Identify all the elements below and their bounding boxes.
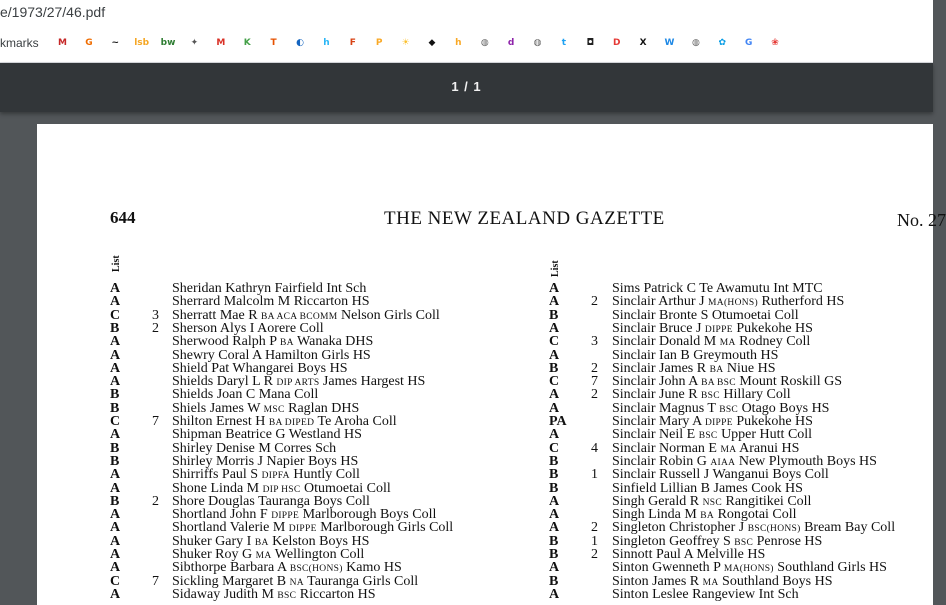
d-icon[interactable]: d bbox=[507, 37, 515, 48]
list-code: C bbox=[549, 374, 560, 390]
issue-number: No. 27 bbox=[897, 210, 946, 230]
list-code: A bbox=[110, 360, 121, 376]
qualification: BSC(HONS) bbox=[289, 564, 343, 575]
teacher-name: Shone Linda M bbox=[172, 480, 260, 496]
teacher-name: Sinclair Arthur J bbox=[612, 294, 705, 310]
grade-number: 2 bbox=[591, 520, 598, 536]
h-icon[interactable]: h bbox=[323, 37, 330, 48]
list-code: A bbox=[549, 387, 560, 403]
qualification: MA(HONS) bbox=[708, 298, 758, 309]
teacher-name: Shilton Ernest H bbox=[172, 414, 266, 429]
diamond-icon[interactable]: ◆ bbox=[428, 37, 436, 48]
globe3-icon[interactable]: ◍ bbox=[691, 37, 700, 48]
tiger-icon[interactable]: T bbox=[270, 37, 277, 48]
grade-number: 3 bbox=[152, 307, 159, 323]
teacher-entry bbox=[172, 322, 324, 335]
qualification: BSC bbox=[277, 590, 297, 601]
twitter-icon[interactable]: t bbox=[561, 37, 567, 48]
moon-icon[interactable]: ◐ bbox=[296, 37, 304, 48]
gmail-icon[interactable]: M bbox=[216, 37, 226, 48]
teacher-name: Singleton Christopher J bbox=[612, 520, 745, 536]
school-name: Rongotai Coll bbox=[717, 507, 797, 523]
qualification: NSC bbox=[702, 497, 722, 508]
list-code: A bbox=[549, 560, 560, 576]
list-code: B bbox=[110, 453, 120, 469]
list-code: A bbox=[549, 320, 560, 336]
teacher-name: Shuker Roy G bbox=[172, 547, 253, 562]
list-column-header-right: List bbox=[550, 260, 561, 277]
teacher-entry bbox=[172, 388, 318, 401]
teacher-name: Shipman Beatrice G Westland HS bbox=[172, 427, 362, 443]
pdf-page bbox=[37, 124, 946, 605]
teacher-name: Sinclair John A bbox=[612, 374, 698, 390]
pdf-toolbar bbox=[0, 63, 933, 112]
qualification: BA bbox=[279, 338, 294, 349]
bookmark-icons bbox=[54, 34, 793, 54]
teacher-name: Sinclair Magnus T bbox=[612, 400, 716, 416]
list-code: A bbox=[549, 427, 560, 443]
teacher-name: Shield Pat Whangarei Boys HS bbox=[172, 360, 348, 376]
wordpress-icon[interactable]: W bbox=[664, 37, 675, 48]
list-code: A bbox=[110, 480, 121, 496]
teacher-name: Sherwood Ralph P bbox=[172, 334, 277, 350]
qualification: BSC bbox=[698, 431, 718, 442]
teacher-name: Sinnott Paul A Melville HS bbox=[612, 547, 766, 562]
school-name: Riccarton HS bbox=[299, 586, 376, 602]
school-name: Southland Boys HS bbox=[722, 573, 833, 589]
list-code: B bbox=[549, 307, 559, 323]
list-code: A bbox=[549, 507, 560, 523]
list-code: A bbox=[549, 294, 560, 310]
list-code: C bbox=[110, 414, 121, 429]
list-code: A bbox=[110, 586, 121, 602]
teacher-name: Sinclair June R bbox=[612, 387, 698, 403]
list-code: B bbox=[110, 400, 120, 416]
teacher-name: Sinclair Ian B Greymouth HS bbox=[612, 347, 779, 363]
bird-icon[interactable]: ~ bbox=[111, 37, 120, 48]
list-code: C bbox=[110, 573, 121, 589]
qualification: BA bbox=[254, 537, 269, 548]
teacher-name: Sinton Gwenneth P bbox=[612, 560, 721, 576]
list-code: A bbox=[549, 347, 560, 363]
g-circle-icon[interactable]: G bbox=[85, 37, 93, 48]
teacher-name: Singh Linda M bbox=[612, 507, 697, 523]
grade-number: 4 bbox=[591, 440, 598, 456]
globe-icon[interactable]: ◍ bbox=[480, 37, 489, 48]
teacher-name: Sherratt Mae R bbox=[172, 307, 258, 323]
list-column-header-left: List bbox=[111, 255, 122, 272]
qualification: BSC bbox=[734, 537, 754, 548]
school-name: Marlborough Boys Coll bbox=[302, 507, 437, 523]
list-code: A bbox=[110, 294, 121, 310]
flower-icon[interactable]: ✿ bbox=[718, 37, 727, 48]
qualification: DIP ARTS bbox=[276, 378, 320, 389]
school-name: Bream Bay Coll bbox=[804, 520, 896, 536]
list-code: A bbox=[110, 374, 121, 390]
bus-icon[interactable]: bw bbox=[160, 37, 176, 48]
qualification: DIPPE bbox=[704, 418, 733, 428]
list-code: A bbox=[549, 281, 560, 296]
school-name: Upper Hutt Coll bbox=[721, 427, 813, 443]
school-name: Mount Roskill GS bbox=[739, 374, 843, 390]
teacher-name: Shortland John F bbox=[172, 507, 268, 523]
page-number: 644 bbox=[110, 208, 136, 227]
teacher-name: Sidaway Judith M bbox=[172, 586, 274, 602]
grade-number: 2 bbox=[152, 493, 159, 509]
list-code: A bbox=[110, 427, 121, 443]
list-code: A bbox=[549, 586, 560, 602]
school-name: Wellington Coll bbox=[274, 547, 365, 562]
school-name: Huntly Coll bbox=[293, 467, 360, 483]
grade-number: 2 bbox=[591, 294, 598, 310]
teacher-name: Shields Daryl L R bbox=[172, 374, 273, 390]
d2-icon[interactable]: D bbox=[612, 37, 621, 48]
list-code: B bbox=[549, 467, 559, 483]
teacher-name: Sinton Leslee Rangeview Int Sch bbox=[612, 586, 799, 602]
list-code: B bbox=[549, 533, 559, 549]
list-code: A bbox=[110, 507, 121, 523]
teacher-name: Sherson Alys I Aorere Coll bbox=[172, 320, 324, 336]
teacher-entry bbox=[172, 455, 358, 468]
qualification: BA bbox=[700, 511, 715, 522]
grade-number: 2 bbox=[152, 320, 159, 336]
huawei-icon[interactable]: ❀ bbox=[771, 37, 779, 48]
teacher-entry bbox=[172, 362, 348, 375]
teacher-name: Sinclair Donald M bbox=[612, 334, 717, 350]
list-code: A bbox=[110, 281, 121, 296]
list-code: A bbox=[110, 334, 121, 350]
teacher-entry bbox=[612, 282, 823, 295]
qualification: DIPPE bbox=[271, 511, 300, 522]
list-code: A bbox=[110, 467, 121, 483]
teacher-name: Sinclair Bronte S Otumoetai Coll bbox=[612, 307, 799, 323]
teacher-name: Sibthorpe Barbara A bbox=[172, 560, 287, 576]
qualification: DIPPE bbox=[288, 524, 317, 535]
url-text[interactable]: e/1973/27/46.pdf bbox=[0, 4, 106, 20]
qualification: DIPPE bbox=[704, 324, 733, 335]
qualification: MA bbox=[255, 551, 272, 561]
school-name: Wanaka DHS bbox=[297, 334, 374, 350]
teacher-name: Shirriffs Paul S bbox=[172, 467, 259, 483]
qualification: AIAA bbox=[710, 457, 736, 468]
h2-icon[interactable]: h bbox=[455, 37, 462, 48]
qualification: MA bbox=[702, 577, 719, 588]
teacher-entry bbox=[172, 442, 336, 455]
gazette-title: THE NEW ZEALAND GAZETTE bbox=[384, 208, 665, 229]
qualification: MA(HONS) bbox=[723, 564, 774, 575]
list-code: B bbox=[110, 387, 120, 403]
school-name: Southland Girls HS bbox=[777, 560, 887, 576]
weather-icon[interactable]: ☀ bbox=[401, 37, 410, 48]
list-code: A bbox=[549, 400, 560, 416]
pma-icon[interactable]: P bbox=[375, 37, 383, 48]
list-code: B bbox=[110, 320, 120, 336]
school-name: Penrose HS bbox=[756, 533, 823, 549]
list-code: C bbox=[549, 440, 560, 456]
school-name: Nelson Girls Coll bbox=[341, 307, 440, 323]
grade-number: 2 bbox=[591, 547, 598, 562]
teacher-name: Shiels James W bbox=[172, 400, 261, 416]
school-name: Rutherford HS bbox=[761, 294, 845, 310]
list-code: A bbox=[110, 533, 121, 549]
school-name: Rodney Coll bbox=[739, 334, 811, 350]
teacher-entry bbox=[172, 295, 370, 308]
teacher-entry bbox=[612, 468, 829, 481]
school-name: Niue HS bbox=[726, 360, 776, 376]
qualification: MA bbox=[720, 444, 737, 455]
school-name: Hillary Coll bbox=[723, 387, 791, 403]
school-name: Tauranga Girls Coll bbox=[307, 573, 419, 589]
page-indicator: 1 / 1 bbox=[451, 79, 482, 94]
list-code: A bbox=[110, 347, 121, 363]
pocket-icon[interactable]: ◘ bbox=[586, 37, 595, 48]
teacher-name: Sherrard Malcolm M Riccarton HS bbox=[172, 294, 370, 310]
qualification: DIPFA bbox=[261, 471, 290, 482]
school-name: Kamo HS bbox=[346, 560, 402, 576]
grade-number: 7 bbox=[152, 573, 159, 589]
qualification: MSC bbox=[263, 404, 285, 415]
teacher-name: Sheridan Kathryn Fairfield Int Sch bbox=[172, 281, 367, 296]
qualification: DIP HSC bbox=[262, 484, 301, 495]
grade-number: 2 bbox=[591, 360, 598, 376]
teacher-name: Sinclair Robin G bbox=[612, 453, 707, 469]
teacher-name: Sinclair Neil E bbox=[612, 427, 696, 443]
m-icon[interactable]: M bbox=[58, 37, 67, 48]
list-code: B bbox=[549, 453, 559, 469]
teacher-entry bbox=[612, 588, 799, 601]
teacher-name: Shore Douglas Tauranga Boys Coll bbox=[172, 493, 370, 509]
bookmarks-bar bbox=[0, 24, 933, 63]
flag-icon[interactable]: F bbox=[349, 37, 356, 48]
teacher-name: Singh Gerald R bbox=[612, 493, 700, 509]
address-bar[interactable] bbox=[0, 0, 933, 24]
qualification: BA BSC bbox=[701, 378, 736, 389]
list-code: B bbox=[549, 573, 559, 589]
bookmarks-label[interactable]: kmarks bbox=[0, 36, 39, 50]
list-code: A bbox=[549, 520, 560, 536]
teacher-entry bbox=[172, 282, 366, 295]
school-name: Pukekohe HS bbox=[736, 414, 813, 429]
teacher-name: Sinton James R bbox=[612, 573, 700, 589]
list-code: C bbox=[549, 334, 560, 350]
school-name: Aranui HS bbox=[739, 440, 800, 456]
teacher-name: Singleton Geoffrey S bbox=[612, 533, 731, 549]
list-code: A bbox=[110, 560, 121, 576]
list-code: B bbox=[549, 360, 559, 376]
qualification: BA bbox=[709, 364, 724, 375]
school-name: Te Aroha Coll bbox=[317, 414, 397, 429]
school-name: Raglan DHS bbox=[288, 400, 360, 416]
qualification: MA bbox=[719, 338, 736, 349]
teacher-name: Shields Joan C Mana Coll bbox=[172, 387, 319, 403]
teacher-entry bbox=[612, 349, 778, 362]
grade-number: 7 bbox=[152, 414, 159, 429]
teacher-name: Sinfield Lillian B James Cook HS bbox=[612, 480, 803, 496]
teacher-name: Shewry Coral A Hamilton Girls HS bbox=[172, 347, 371, 363]
qualification: BA ACA BCOMM bbox=[261, 311, 338, 322]
grade-number: 2 bbox=[591, 387, 598, 403]
list-code: A bbox=[110, 520, 121, 536]
list-code: A bbox=[110, 547, 121, 562]
school-name: James Hargest HS bbox=[322, 374, 426, 390]
k-icon[interactable]: K bbox=[243, 37, 251, 48]
qualification: BSC(HONS) bbox=[747, 524, 801, 535]
qualification: BA DIPED bbox=[268, 418, 315, 428]
grade-number: 1 bbox=[591, 467, 598, 483]
teacher-name: Sinclair Bruce J bbox=[612, 320, 702, 336]
google-icon[interactable]: G bbox=[744, 37, 753, 48]
teacher-entry bbox=[172, 588, 376, 603]
teacher-name: Shuker Gary I bbox=[172, 533, 252, 549]
teacher-name: Shortland Valerie M bbox=[172, 520, 286, 536]
qualification: NA bbox=[289, 577, 304, 588]
list-code: B bbox=[549, 480, 559, 496]
school-name: Marlborough Girls Coll bbox=[320, 520, 454, 536]
teacher-entry bbox=[612, 548, 765, 561]
list-code: A bbox=[549, 493, 560, 509]
teacher-name: Sims Patrick C Te Awamutu Int MTC bbox=[612, 281, 823, 296]
globe2-icon[interactable]: ◍ bbox=[533, 37, 542, 48]
teacher-name: Sinclair James R bbox=[612, 360, 707, 376]
qualification: BSC bbox=[701, 391, 720, 402]
teacher-entry bbox=[172, 428, 362, 441]
school-name: New Plymouth Boys HS bbox=[738, 453, 877, 469]
teacher-name: Shirley Denise M Corres Sch bbox=[172, 440, 337, 456]
school-name: Rangitikei Coll bbox=[725, 493, 812, 509]
school-name: Kelston Boys HS bbox=[272, 533, 370, 549]
teacher-entry bbox=[612, 482, 803, 495]
x-icon[interactable]: X bbox=[639, 37, 647, 48]
list-code: PA bbox=[549, 414, 567, 429]
grade-number: 1 bbox=[591, 533, 598, 549]
teacher-entry bbox=[612, 309, 799, 322]
school-name: Otumoetai Coll bbox=[304, 480, 391, 496]
crest-icon[interactable]: ✦ bbox=[190, 37, 199, 48]
teacher-name: Sinclair Russell J Wanganui Boys Coll bbox=[612, 467, 829, 483]
teacher-entry bbox=[172, 349, 371, 362]
list-code: B bbox=[110, 493, 120, 509]
school-name: Otago Boys HS bbox=[741, 400, 830, 416]
list-code: B bbox=[110, 440, 120, 456]
grade-number: 3 bbox=[591, 334, 598, 350]
teacher-name: Shirley Morris J Napier Boys HS bbox=[172, 453, 359, 469]
qualification: BSC bbox=[719, 404, 739, 415]
list-code: B bbox=[549, 547, 559, 562]
teacher-name: Sinclair Mary A bbox=[612, 414, 702, 429]
list-code: C bbox=[110, 307, 121, 323]
school-name: Pukekohe HS bbox=[736, 320, 813, 336]
grade-number: 7 bbox=[591, 374, 598, 390]
teacher-entry bbox=[172, 495, 370, 508]
teacher-name: Sickling Margaret B bbox=[172, 573, 287, 589]
lsb-icon[interactable]: lsb bbox=[134, 37, 150, 48]
teacher-name: Sinclair Norman E bbox=[612, 440, 717, 456]
